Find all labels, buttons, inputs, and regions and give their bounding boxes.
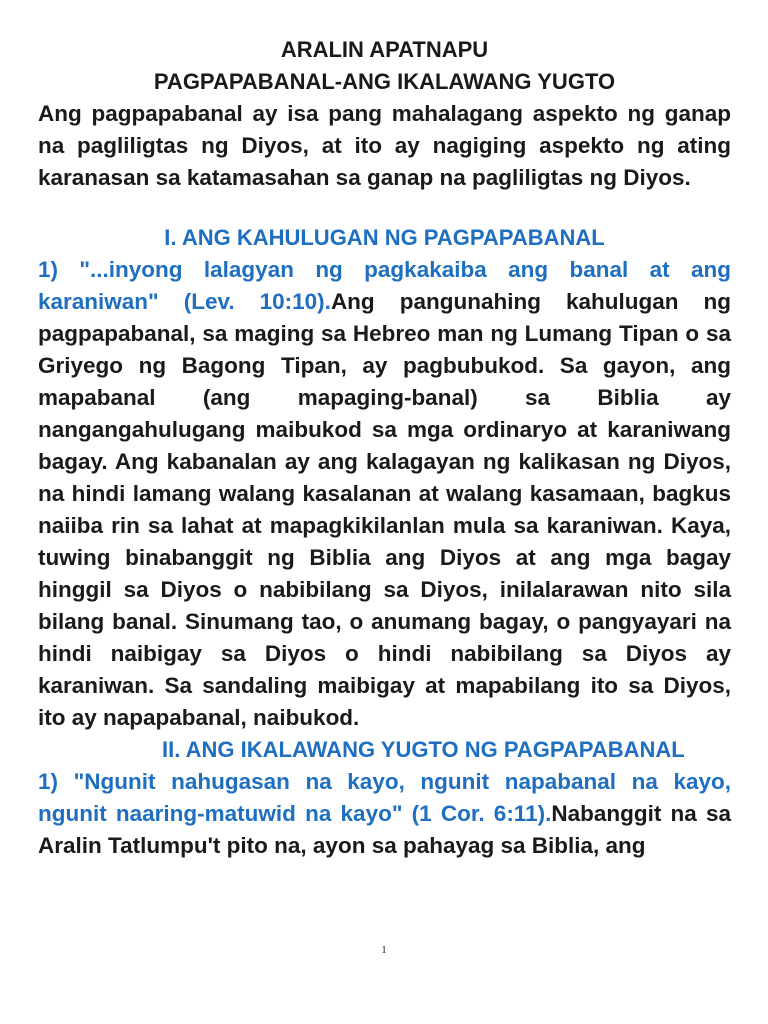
lesson-title: ARALIN APATNAPU <box>280 37 489 62</box>
section-1-paragraph <box>38 254 731 734</box>
section-1-heading: I. ANG KAHULUGAN NG PAGPAPABANAL <box>164 225 605 250</box>
intro-paragraph: Ang pagpapabanal ay isa pang mahalagang aspekto ng ganap na pagliligtas ng Diyos, at ito ay nagiging aspekto ng ating karanasan sa katamasahan sa ganap na pagliligtas ng Diyos. <box>38 101 731 190</box>
page-number: 1 <box>381 944 387 956</box>
section-2-heading: II. ANG IKALAWANG YUGTO NG PAGPAPABANAL <box>162 737 685 762</box>
lesson-subtitle: PAGPAPABANAL-ANG IKALAWANG YUGTO <box>153 69 616 94</box>
section-1-verse: 1) "...inyong lalagyan ng pagkakaiba ang banal at ang karaniwan" (Lev. 10:10). <box>38 257 731 314</box>
section-2-paragraph <box>38 766 731 862</box>
section-2-text: Nabanggit na sa Aralin Tatlumpu't pito na, ayon sa pahayag sa Biblia, ang <box>38 801 731 858</box>
section-1-text: Ang pangunahing kahulugan ng pagpapabanal, sa maging sa Hebreo man ng Lumang Tipan o sa Griyego ng Bagong Tipan, ay pagbubukod. Sa gayon, ang mapabanal (ang mapaging-banal) sa Biblia ay nangangahulugang maibukod sa mga ordinaryo at karaniwang bagay. Ang kabanalan ay ang kalagayan ng kalikasan ng Diyos, na hindi lamang walang kasalanan at walang kasamaan, bagkus naiiba rin sa lahat at mapagkikilanlan mula sa karaniwan. Kaya, tuwing binabanggit ng Biblia ang Diyos at ang mga bagay hinggil sa Diyos o nabibilang sa Diyos, inilalarawan nito sila bilang banal. Sinumang tao, o anumang bagay, o pangyayari na hindi naibigay sa Diyos o hindi nabibilang sa Diyos ay karaniwan. Sa sandaling maibigay at mapabilang ito sa Diyos, ito ay napapabanal, naibukod. <box>38 289 732 730</box>
section-2-verse: 1) "Ngunit nahugasan na kayo, ngunit napabanal na kayo, ngunit naaring-matuwid na kayo" (1 Cor. 6:11). <box>38 769 731 826</box>
